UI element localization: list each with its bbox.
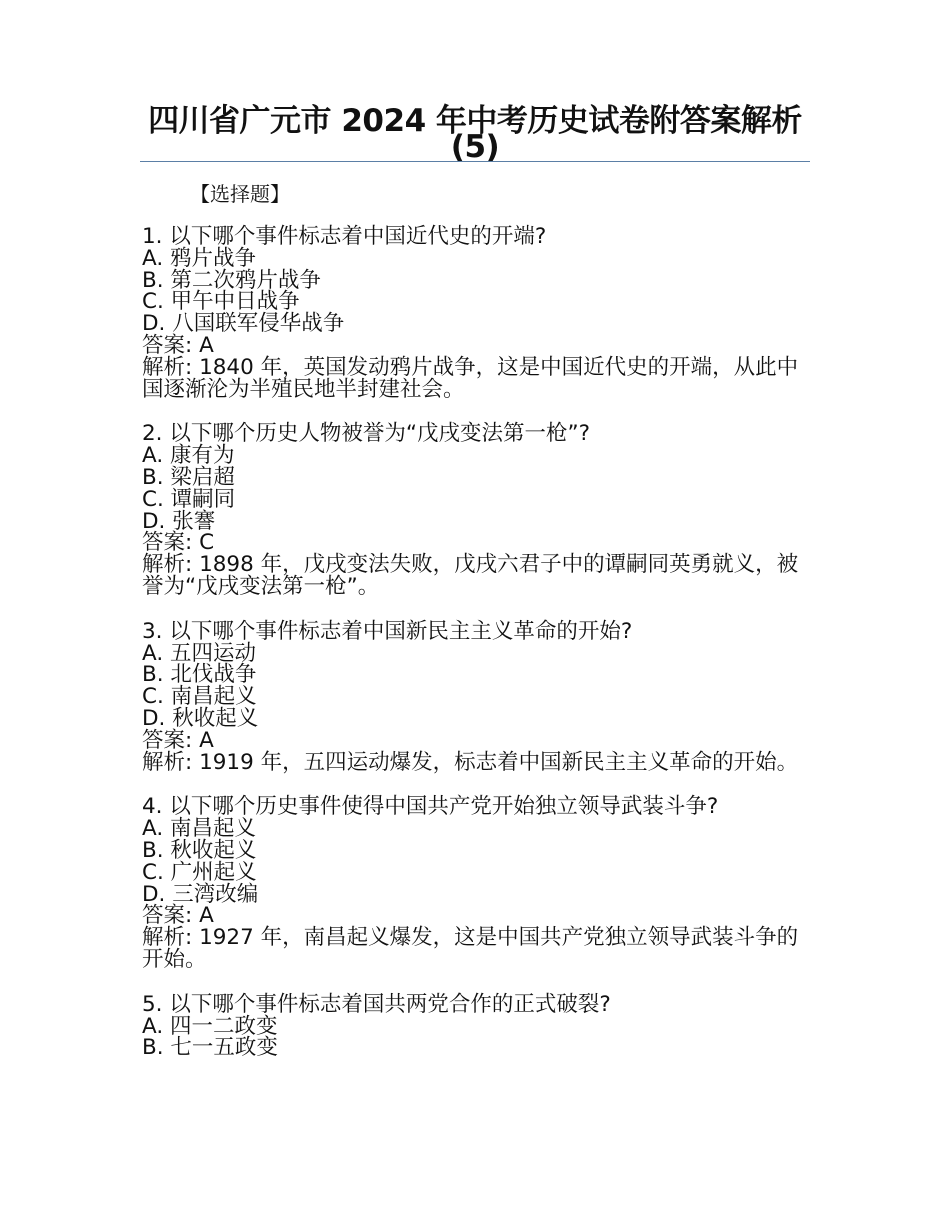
option-d: D. 八国联军侵华战争: [142, 311, 345, 337]
question-2: [142, 423, 807, 597]
question-stem: 5. 以下哪个事件标志着国共两党合作的正式破裂?: [142, 991, 611, 1017]
option-d: D. 三湾改编: [142, 881, 259, 907]
explanation-text: 解析: 1919 年，五四运动爆发，标志着中国新民主主义革命的开始。: [142, 749, 799, 775]
answer-line: 答案: C: [142, 530, 215, 556]
option-c: C. 甲午中日战争: [142, 289, 300, 315]
section-heading: 【选择题】: [190, 182, 290, 206]
option-c: C. 南昌起义: [142, 684, 257, 710]
question-3: [142, 618, 807, 775]
document-title: 四川省广元市 2024 年中考历史试卷附答案解析(5): [148, 103, 802, 165]
title-divider: [140, 161, 810, 162]
explanation-text: 解析: 1927 年，南昌起义爆发，这是中国共产党独立领导武装斗争的开始。: [142, 925, 799, 972]
answer-line: 答案: A: [142, 903, 214, 929]
question-5: [142, 991, 807, 1061]
question-stem: 2. 以下哪个历史人物被誉为“戊戌变法第一枪”?: [142, 421, 591, 447]
option-b: B. 第二次鸦片战争: [142, 267, 321, 293]
answer-line: 答案: A: [142, 727, 214, 753]
answer-line: 答案: A: [142, 332, 214, 358]
option-c: C. 谭嗣同: [142, 486, 236, 512]
question-1: [142, 226, 807, 400]
option-d: D. 张謇: [142, 508, 216, 534]
question-stem: 1. 以下哪个事件标志着中国近代史的开端?: [142, 224, 547, 249]
option-a: A. 鸦片战争: [142, 245, 256, 271]
option-a: A. 四一二政变: [142, 1013, 278, 1039]
option-d: D. 秋收起义: [142, 705, 259, 731]
question-list: [142, 226, 807, 1082]
option-c: C. 广州起义: [142, 859, 257, 885]
explanation-text: 解析: 1898 年，戊戌变法失败，戊戌六君子中的谭嗣同英勇就义，被誉为“戊戌变法第一枪”。: [142, 552, 799, 599]
option-b: B. 梁启超: [142, 464, 235, 490]
explanation-text: 解析: 1840 年，英国发动鸦片战争，这是中国近代史的开端，从此中国逐渐沦为半殖民地半封建社会。: [142, 354, 799, 402]
question-stem: 4. 以下哪个历史事件使得中国共产党开始独立领导武装斗争?: [142, 794, 719, 820]
question-stem: 3. 以下哪个事件标志着中国新民主主义革命的开始?: [142, 618, 633, 644]
option-a: A. 南昌起义: [142, 816, 256, 842]
question-4: [142, 796, 807, 970]
option-b: B. 秋收起义: [142, 837, 257, 863]
option-b: B. 北伐战争: [142, 662, 257, 688]
option-b: B. 七一五政变: [142, 1035, 278, 1061]
option-a: A. 康有为: [142, 443, 235, 469]
option-a: A. 五四运动: [142, 640, 256, 666]
